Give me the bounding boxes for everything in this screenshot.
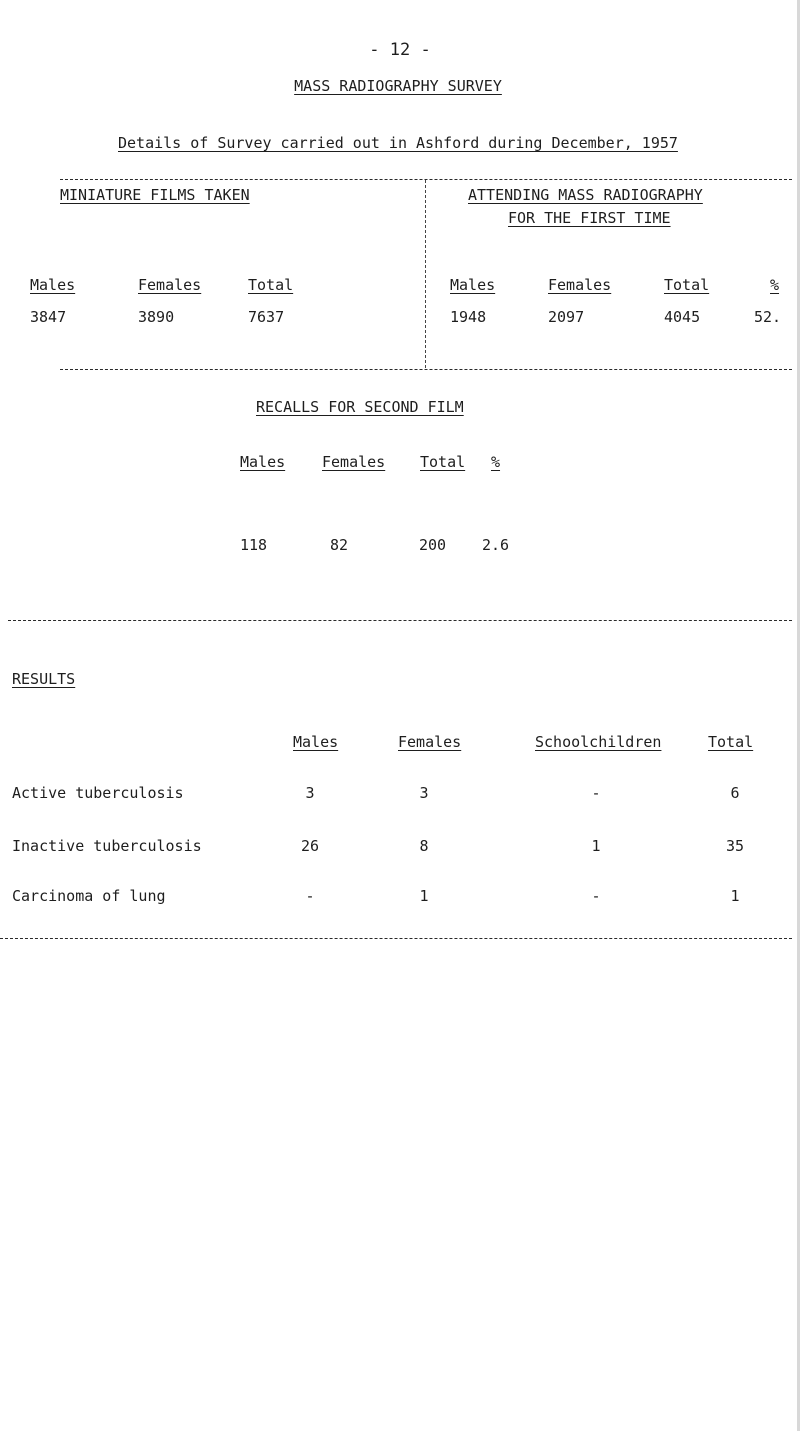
- row-label-carcinoma-of-lung: Carcinoma of lung: [12, 887, 166, 905]
- attending-header-females: Females: [548, 276, 612, 294]
- results-header-males: Males: [293, 733, 339, 751]
- results-header-schoolchildren: Schoolchildren: [535, 733, 662, 751]
- attending-header-percent: %: [770, 276, 780, 294]
- inactive-males: 26: [300, 837, 320, 855]
- carcinoma-schoolchildren: -: [591, 887, 601, 905]
- attending-header-males: Males: [450, 276, 496, 294]
- recalls-header-males: Males: [240, 453, 286, 471]
- recalls-value-total: 200: [419, 536, 447, 554]
- recalls-header-percent: %: [491, 453, 501, 471]
- attending-header-total: Total: [664, 276, 710, 294]
- films-header-females: Females: [138, 276, 202, 294]
- attending-value-males: 1948: [450, 308, 487, 326]
- row-label-inactive-tuberculosis: Inactive tuberculosis: [12, 837, 202, 855]
- recalls-value-females: 82: [330, 536, 349, 554]
- attending-value-percent: 52.: [754, 308, 782, 326]
- recalls-value-percent: 2.6: [482, 536, 510, 554]
- attending-value-total: 4045: [664, 308, 701, 326]
- recalls-heading: RECALLS FOR SECOND FILM: [256, 398, 464, 416]
- bottom-divider: [0, 938, 792, 939]
- films-header-males: Males: [30, 276, 76, 294]
- carcinoma-females: 1: [419, 887, 429, 905]
- active-schoolchildren: -: [591, 784, 601, 802]
- attending-heading-line2: FOR THE FIRST TIME: [508, 209, 671, 227]
- recalls-value-males: 118: [240, 536, 268, 554]
- recalls-header-total: Total: [420, 453, 466, 471]
- carcinoma-total: 1: [730, 887, 740, 905]
- inactive-total: 35: [725, 837, 745, 855]
- inactive-schoolchildren: 1: [591, 837, 601, 855]
- active-females: 3: [419, 784, 429, 802]
- top-divider: [60, 179, 792, 180]
- carcinoma-males: -: [305, 887, 315, 905]
- attending-value-females: 2097: [548, 308, 585, 326]
- recalls-header-females: Females: [322, 453, 386, 471]
- films-value-total: 7637: [248, 308, 285, 326]
- results-header-females: Females: [398, 733, 462, 751]
- document-subtitle: Details of Survey carried out in Ashford during December, 1957: [118, 134, 678, 152]
- mid-divider: [60, 369, 792, 370]
- page-number: - 12 -: [369, 40, 431, 60]
- column-divider: [425, 180, 426, 368]
- films-value-females: 3890: [138, 308, 175, 326]
- films-heading: MINIATURE FILMS TAKEN: [60, 186, 250, 204]
- results-header-total: Total: [708, 733, 754, 751]
- attending-heading-line1: ATTENDING MASS RADIOGRAPHY: [468, 186, 703, 204]
- row-label-active-tuberculosis: Active tuberculosis: [12, 784, 184, 802]
- results-divider: [8, 620, 792, 621]
- films-header-total: Total: [248, 276, 294, 294]
- active-total: 6: [730, 784, 740, 802]
- inactive-females: 8: [419, 837, 429, 855]
- active-males: 3: [305, 784, 315, 802]
- films-value-males: 3847: [30, 308, 67, 326]
- document-title: MASS RADIOGRAPHY SURVEY: [294, 77, 502, 95]
- results-heading: RESULTS: [12, 670, 76, 688]
